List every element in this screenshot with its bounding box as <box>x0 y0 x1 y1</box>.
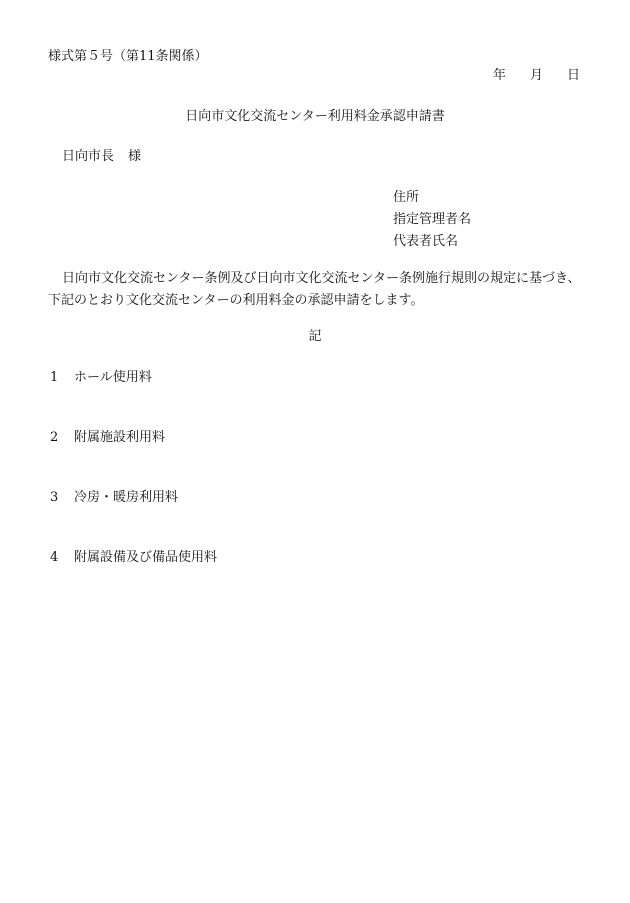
manager-name-label: 指定管理者名 <box>393 212 472 227</box>
item-label: 附属施設利用料 <box>74 430 166 445</box>
item-number: 2 <box>50 430 59 445</box>
item-number: 3 <box>50 490 59 505</box>
item-number: 4 <box>50 550 59 565</box>
applicant-block <box>393 187 471 253</box>
list-item <box>50 369 152 387</box>
date-line <box>493 67 580 85</box>
addressee <box>62 148 141 166</box>
item-label: ホール使用料 <box>74 370 152 385</box>
document-title: 日向市文化交流センター利用料金承認申請書 <box>185 109 445 124</box>
body-line-2: 下記のとおり文化交流センターの利用料金の承認申請をします。 <box>48 293 424 308</box>
item-label: 附属設備及び備品使用料 <box>74 550 218 565</box>
representative-name-label: 代表者氏名 <box>393 234 459 249</box>
form-number: 様式第５号（第11条関係） <box>48 49 208 64</box>
ki-heading: 記 <box>308 329 322 344</box>
list-item <box>50 489 178 507</box>
body-line-1: 日向市文化交流センター条例及び日向市文化交流センター条例施行規則の規定に基づき、 <box>62 271 581 286</box>
date-day-label: 日 <box>566 68 580 83</box>
item-number: 1 <box>50 370 59 385</box>
addressee-name: 日向市長 <box>62 149 115 164</box>
list-item <box>50 429 165 447</box>
address-label: 住所 <box>393 190 420 205</box>
item-label: 冷房・暖房利用料 <box>74 490 179 505</box>
addressee-honorific: 様 <box>128 149 142 164</box>
date-month-label: 月 <box>529 68 543 83</box>
date-year-label: 年 <box>492 68 506 83</box>
list-item <box>50 549 217 567</box>
body-text <box>48 268 588 312</box>
